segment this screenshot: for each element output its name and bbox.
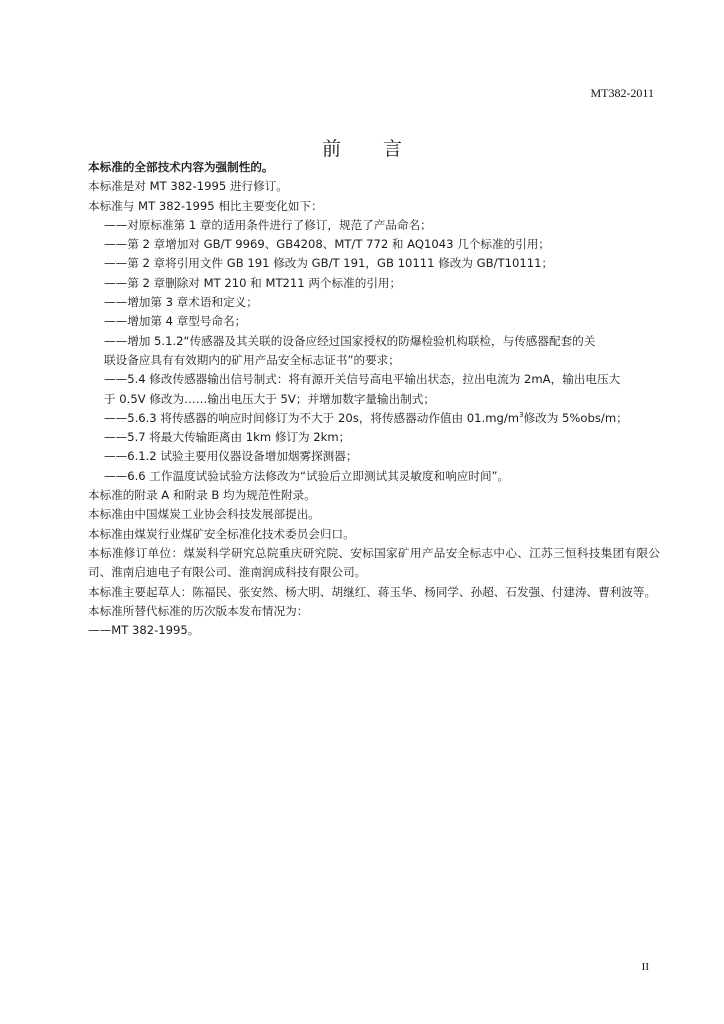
change-item: ——对原标准第 1 章的适用条件进行了修订，规范了产品命名； [104, 217, 432, 232]
change-item: ——6.6 工作温度试验试验方法修改为“试验后立即测试其灵敏度和响应时间”。 [104, 468, 510, 483]
proposer-statement: 本标准由中国煤炭工业协会科技发展部提出。 [88, 507, 320, 522]
change-item [88, 370, 660, 409]
change-item-text: ——5.6.3 将传感器的响应时间修订为不大于 20s，将传感器动作值由 01.mg/m [104, 410, 520, 425]
change-item: ——5.7 将最大传输距离由 1km 修订为 2km； [104, 430, 351, 445]
change-item-line: ——5.4 修改传感器输出信号制式：将有源开关信号高电平输出状态，拉出电流为 2mA，输出电压大 [104, 372, 621, 387]
change-item: ——增加第 4 章型号命名； [104, 314, 247, 329]
document-code: MT382-2011 [590, 86, 654, 100]
page-number: II [641, 961, 649, 973]
change-item-line: 联设备应具有有效期内的矿用产品安全标志证书”的要求； [104, 352, 400, 367]
superscript: 3 [519, 411, 524, 419]
change-item: ——第 2 章将引用文件 GB 191 修改为 GB/T 191，GB 10111 修改为 GB/T10111； [104, 256, 554, 271]
change-item [88, 409, 660, 428]
page-title: 前言 [321, 138, 444, 160]
drafting-units: 本标准修订单位：煤炭科学研究总院重庆研究院、安标国家矿用产品安全标志中心、江苏三恒科技集团有限公司、淮南启迪电子有限公司、淮南润成科技有限公司。 [88, 545, 660, 580]
change-item-line: ——增加 5.1.2“传感器及其关联的设备应经过国家授权的防爆检验机构联检，与传感器配套的关 [104, 333, 596, 348]
change-item: ——第 2 章删除对 MT 210 和 MT211 两个标准的引用； [104, 275, 402, 290]
revision-statement: 本标准是对 MT 382-1995 进行修订。 [88, 179, 288, 194]
change-item-line: 于 0.5V 修改为……输出电压大于 5V；并增加数字量输出制式； [104, 391, 435, 406]
change-item: ——增加第 3 章术语和定义； [104, 295, 258, 310]
change-item-text: 修改为 5%obs/m； [523, 410, 628, 425]
committee-statement: 本标准由煤炭行业煤矿安全标准化技术委员会归口。 [88, 526, 355, 541]
foreword-body [88, 158, 660, 640]
change-item [88, 332, 660, 371]
change-item: ——6.1.2 试验主要用仪器设备增加烟雾探测器； [104, 449, 358, 464]
changes-intro: 本标准与 MT 382-1995 相比主要变化如下： [88, 198, 323, 213]
appendix-statement: 本标准的附录 A 和附录 B 均为规范性附录。 [88, 488, 316, 503]
history-intro: 本标准所替代标准的历次版本发布情况为： [88, 603, 309, 618]
drafters: 本标准主要起草人：陈福民、张安然、杨大明、胡继红、蒋玉华、杨同学、孙超、石发强、付建涛、曹利波等。 [88, 584, 657, 599]
mandatory-statement: 本标准的全部技术内容为强制性的。 [88, 160, 274, 174]
history-item: ——MT 382-1995。 [88, 623, 200, 638]
change-item: ——第 2 章增加对 GB/T 9969、GB4208、MT/T 772 和 AQ1043 几个标准的引用； [104, 237, 550, 252]
